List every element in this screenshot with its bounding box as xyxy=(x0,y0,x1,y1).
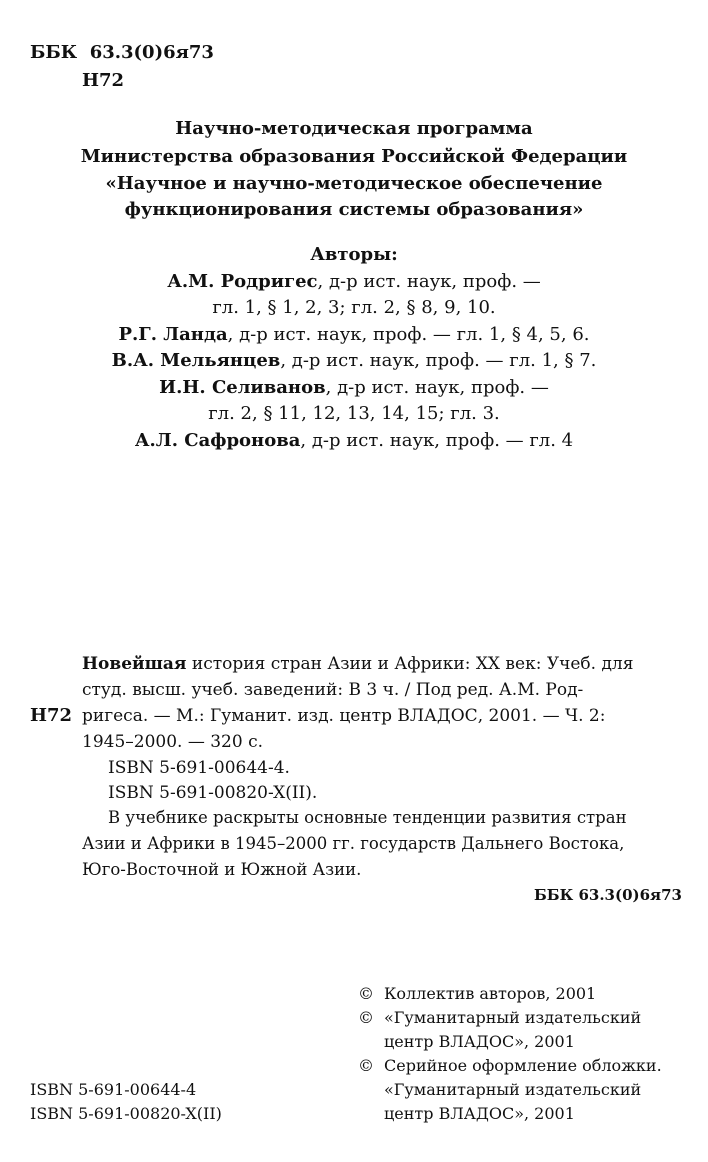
isbn-line: ISBN 5-691-00820-X(II) xyxy=(30,1104,222,1123)
annotation-line: Юго-Восточной и Южной Азии. xyxy=(82,860,362,879)
author-entry xyxy=(0,377,708,398)
copyright-line: © «Гуманитарный издательский xyxy=(358,1008,642,1027)
bbk-prefix: ББК xyxy=(30,42,78,63)
catalog-line: ригеса. — М.: Гуманит. изд. центр ВЛАДОС, 2001. — Ч. 2: xyxy=(82,706,606,726)
author-role: , д-р ист. наук, проф. — гл. 4 xyxy=(300,430,574,451)
copyright-symbol: © xyxy=(358,984,374,1003)
author-entry xyxy=(0,324,708,345)
author-name: Р.Г. Ланда xyxy=(118,324,228,345)
author-name: А.М. Родригес xyxy=(167,271,318,292)
author-entry xyxy=(0,271,708,292)
catalog-title-bold: Новейшая xyxy=(82,654,187,674)
catalog-bbk-footer: ББК 63.3(0)6я73 xyxy=(533,886,682,904)
annotation-line: В учебнике раскрыты основные тенденции развития стран xyxy=(108,808,627,827)
catalog-isbn: ISBN 5-691-00644-4. xyxy=(108,758,290,778)
program-line: «Научное и научно-методическое обеспечение xyxy=(105,173,603,194)
author-role: , д-р ист. наук, проф. — xyxy=(325,377,549,398)
copyright-line: центр ВЛАДОС», 2001 xyxy=(384,1104,575,1123)
program-line: Научно-методическая программа xyxy=(175,118,533,139)
annotation-line: Азии и Африки в 1945–2000 гг. государств Дальнего Востока, xyxy=(82,834,625,853)
authors-heading: Авторы: xyxy=(310,244,398,265)
catalog-title-rest: история стран Азии и Африки: XX век: Учеб. для xyxy=(186,654,634,674)
author-role: , д-р ист. наук, проф. — гл. 1, § 4, 5, 6. xyxy=(227,324,590,345)
copyright-line: «Гуманитарный издательский xyxy=(384,1080,642,1099)
author-name: В.А. Мельянцев xyxy=(111,350,281,371)
catalog-line xyxy=(82,654,633,674)
copyright-line: центр ВЛАДОС», 2001 xyxy=(384,1032,575,1051)
author-role: гл. 1, § 1, 2, 3; гл. 2, § 8, 9, 10. xyxy=(212,297,496,318)
catalog-line: студ. высш. учеб. заведений: В 3 ч. / Под ред. А.М. Род- xyxy=(82,680,584,700)
catalog-side-mark: Н72 xyxy=(30,705,73,726)
isbn-line: ISBN 5-691-00644-4 xyxy=(30,1080,197,1099)
author-role: гл. 2, § 11, 12, 13, 14, 15; гл. 3. xyxy=(208,403,500,424)
author-entry xyxy=(0,297,708,318)
copyright-symbol: © xyxy=(358,1056,374,1075)
author-role: , д-р ист. наук, проф. — гл. 1, § 7. xyxy=(280,350,597,371)
author-entry xyxy=(0,430,708,451)
bbk-code: 63.3(0)6я73 xyxy=(89,42,214,63)
copyright-line: © Коллектив авторов, 2001 xyxy=(358,984,597,1003)
author-name: И.Н. Селиванов xyxy=(159,377,326,398)
copyright-line: © Серийное оформление обложки. xyxy=(358,1056,662,1075)
author-role: , д-р ист. наук, проф. — xyxy=(317,271,541,292)
program-line: функционирования системы образования» xyxy=(124,199,584,220)
catalog-isbn: ISBN 5-691-00820-X(II). xyxy=(108,783,318,803)
catalog-line: 1945–2000. — 320 с. xyxy=(82,732,264,752)
bbk-line xyxy=(30,42,214,63)
author-name: А.Л. Сафронова xyxy=(134,430,301,451)
copyright-symbol: © xyxy=(358,1008,374,1027)
program-line: Министерства образования Российской Федерации xyxy=(80,146,628,167)
author-mark: Н72 xyxy=(82,70,125,91)
author-entry xyxy=(0,350,708,371)
author-entry xyxy=(0,403,708,424)
